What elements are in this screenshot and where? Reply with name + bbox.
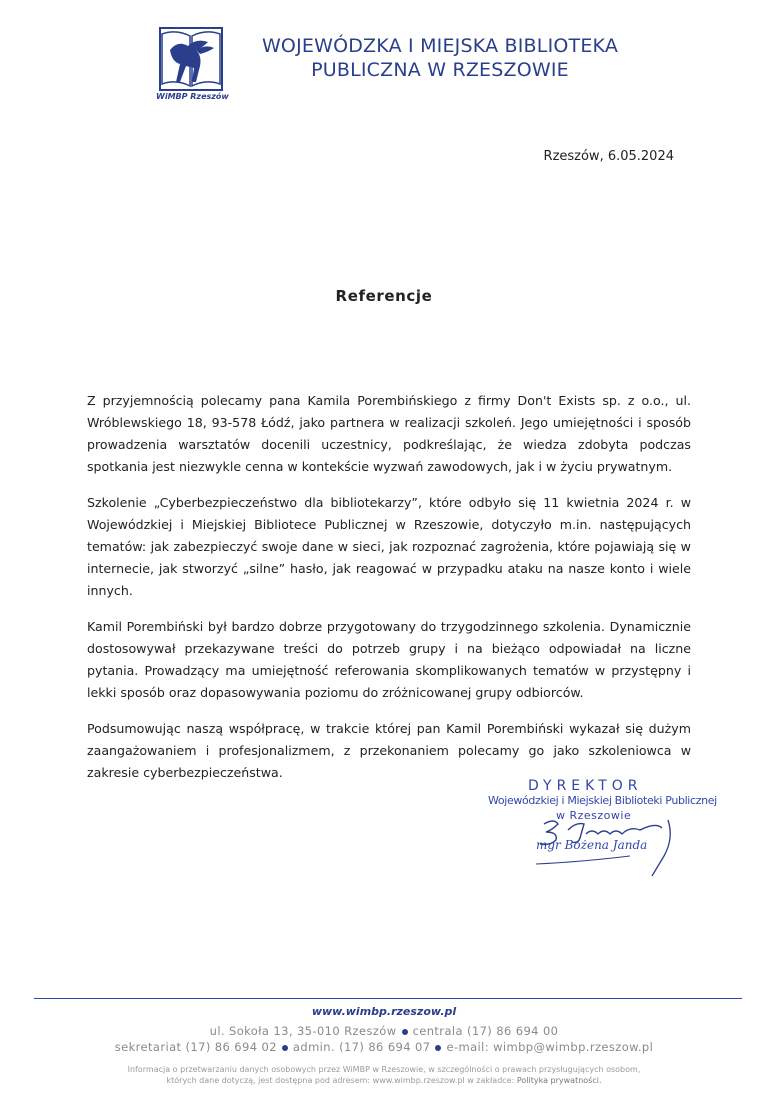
stamp-city: w Rzeszowie [556, 809, 632, 822]
paragraph-2: Szkolenie „Cyberbezpieczeństwo dla bibliotekarzy”, które odbyło się 11 kwietnia 2024 r. w Wojewódzkiej i Miejskiej Bibliotece Publicznej w Rzeszowie, dotyczyło m.in. następujących tematów: jak zabezpieczyć swoje dane w sieci, jak rozpoznać zagrożenia, które pojawiają się w internecie, jak stworzyć „silne” hasło, jak reagować w przypadku ataku na nasze konto i wiele innych. [87, 495, 691, 598]
institution-line-2: PUBLICZNA W RZESZOWIE [311, 59, 569, 81]
footer-admin: admin. (17) 86 694 07 [292, 1040, 431, 1054]
privacy-note-line-1: Informacja o przetwarzaniu danych osobowych przez WiMBP w Rzeszowie, w szczególności o prawach przysługujących osobom, [127, 1065, 641, 1074]
logo-caption: WiMBP Rzeszów [156, 92, 229, 101]
institution-name [240, 34, 640, 82]
stamp-name: mgr Bożena Janda [536, 838, 648, 852]
bullet-icon [402, 1029, 408, 1035]
footer-secretariat: sekretariat (17) 86 694 02 [114, 1040, 277, 1054]
privacy-policy-link[interactable]: Polityka prywatności. [516, 1076, 602, 1085]
privacy-note-text: których dane dotyczą, jest dostępna pod adresem: www.wimbp.rzeszow.pl w zakładce: [166, 1076, 515, 1085]
paragraph-3: Kamil Porembiński był bardzo dobrze przygotowany do trzygodzinnego szkolenia. Dynamicznie dostosowywał przekazywane treści do potrzeb grupy i na bieżąco odpowiadał na liczne pytania. Prowadzący ma umiejętność referowania skomplikowanych tematów w przystępny i lekki sposób oraz dopasowywania poziomu do zróżnicowanej grupy odbiorców. [87, 619, 691, 700]
handwritten-signature-icon [480, 778, 715, 888]
paragraph-4: Podsumowując naszą współpracę, w trakcie której pan Kamil Porembiński wykazał się dużym zaangażowaniem i profesjonalizmem, z przekonaniem polecamy go jako szkoleniowca w zakresie cyberbezpieczeństwa. [87, 721, 691, 780]
stamp-role: DYREKTOR [528, 778, 643, 794]
privacy-note-line-2 [0, 1075, 768, 1086]
footer-address: ul. Sokoła 13, 35-010 Rzeszów [209, 1024, 397, 1038]
institution-line-1: WOJEWÓDZKA I MIEJSKA BIBLIOTEKA [261, 35, 619, 57]
letter-title: Referencje [335, 287, 433, 305]
bullet-icon [282, 1045, 288, 1051]
footer-email[interactable]: e-mail: wimbp@wimbp.rzeszow.pl [446, 1040, 654, 1054]
letter-body [87, 390, 691, 798]
footer-divider [34, 998, 742, 999]
director-stamp [480, 778, 715, 888]
footer-website-link[interactable]: www.wimbp.rzeszow.pl [311, 1005, 457, 1018]
footer-address-line-2 [0, 1040, 768, 1054]
paragraph-1: Z przyjemnością polecamy pana Kamila Porembińskiego z firmy Don't Exists sp. z o.o., ul. Wróblewskiego 18, 93-578 Łódź, jako partnera w realizacji szkoleń. Jego umiejętności i sposób prowadzenia warsztatów docenili uczestnicy, podkreślając, że wiedza zdobyta podczas spotkania jest niezwykle cenna w kontekście wyzwań zawodowych, jak i w życiu prywatnym. [87, 393, 691, 474]
footer-central: centrala (17) 86 694 00 [412, 1024, 559, 1038]
letter-date: Rzeszów, 6.05.2024 [543, 149, 674, 164]
bullet-icon [435, 1045, 441, 1051]
stamp-organization: Wojewódzkiej i Miejskiej Biblioteki Publicznej [488, 794, 717, 807]
footer-address-line-1 [0, 1024, 768, 1038]
